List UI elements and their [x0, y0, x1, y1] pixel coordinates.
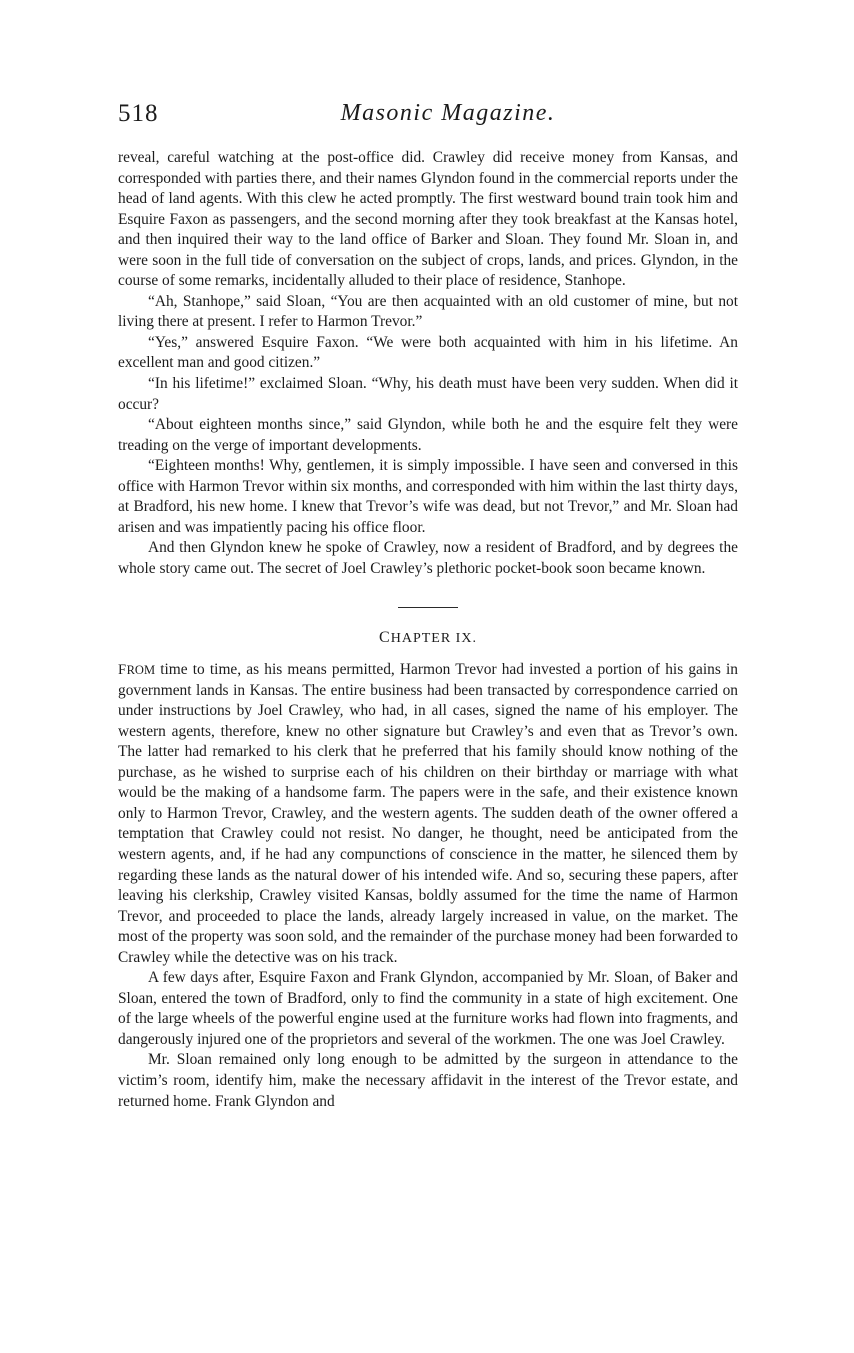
- chapter-heading: [118, 628, 738, 650]
- paragraph-glyndon-eighteen: “About eighteen months since,” said Glyndon, while both he and the esquire felt they were treading on the verge of important developments.: [118, 416, 738, 454]
- page-number: 518: [118, 100, 159, 127]
- page-header: [118, 100, 738, 136]
- paragraph-faxon-reply: “Yes,” answered Esquire Faxon. “We were both acquainted with him in his lifetime. An excellent man and good citizen.”: [118, 333, 738, 372]
- paragraph-bradford-arrival: A few days after, Esquire Faxon and Frank Glyndon, accompanied by Mr. Sloan, of Baker and Sloan, entered the town of Bradford, only to find the community in a state of high excitement. One of the large wheels of the powerful engine used at the furniture works had flown into fragments, and dangerously injured one of the proprietors and several of the workmen. The one was Joel Crawley.: [118, 969, 738, 1048]
- paragraph-sloan-remained: Mr. Sloan remained only long enough to be admitted by the surgeon in attendance to the victim’s room, identify him, make the necessary affidavit in the interest of the Trevor estate, and returned home. Frank Glyndon and: [118, 1051, 738, 1110]
- chapter-heading-initial: C: [379, 629, 391, 647]
- paragraph-story-came-out: And then Glyndon knew he spoke of Crawley, now a resident of Bradford, and by degrees the whole story came out. The secret of Joel Crawley’s plethoric pocket-book soon became known.: [118, 539, 738, 577]
- chapter-opening-paragraph: [118, 660, 738, 968]
- paragraph-continued: reveal, careful watching at the post-office did. Crawley did receive money from Kansas, and corresponded with parties there, and their names Glyndon found in the commercial reports under the head of land agents. With this clew he acted promptly. The first westward bound train took him and Esquire Faxon as passengers, and the second morning after they took breakfast at the Kansas hotel, and then inquired their way to the land office of Barker and Sloan. They found Mr. Sloan in, and were soon in the full tide of conversation on the subject of crops, lands, and prices. Glyndon, in the course of some remarks, incidentally alluded to their place of residence, Stanhope.: [118, 149, 738, 290]
- paragraph-sloan-stanhope: “Ah, Stanhope,” said Sloan, “You are then acquainted with an old customer of mine, but not living there at present. I refer to Harmon Trevor.”: [118, 292, 738, 331]
- chapter-heading-rest: HAPTER IX.: [390, 631, 477, 647]
- opening-word-initial: F: [118, 662, 127, 679]
- running-title: Masonic Magazine.: [340, 100, 556, 126]
- paragraph-sloan-impossible: “Eighteen months! Why, gentlemen, it is simply impossible. I have seen and conversed in this office with Harmon Trevor within six months, and corresponded with him within the last thirty days, at Bradford, his new home. I knew that Trevor’s wife was dead, but not Trevor,” and Mr. Sloan had arisen and was impatiently pacing his office floor.: [118, 457, 738, 536]
- section-divider: [398, 607, 458, 608]
- paragraph-sloan-lifetime: “In his lifetime!” exclaimed Sloan. “Why, his death must have been very sudden. When did it occur?: [118, 375, 738, 413]
- body-text: [118, 148, 738, 1112]
- opening-word-rest: ROM: [126, 663, 156, 678]
- opening-paragraph-text: time to time, as his means permitted, Harmon Trevor had invested a portion of his gains in government lands in Kansas. The entire business had been transacted by correspondence carried on under instructions by Joel Crawley, who had, in all cases, signed the name of his employer. The western agents, therefore, knew no other signature but Crawley’s and even that as Trevor’s own. The latter had remarked to his clerk that he preferred that his family should know nothing of the purchase, as he wished to surprise each of his children on their birthday or marriage with what would be the making of a handsome farm. The papers were in the safe, and their existence known only to Harmon Trevor, Crawley, and the western agents. The sudden death of the owner offered a temptation that Crawley could not resist. No danger, he thought, need be anticipated from the western agents, and, if he had any compunctions of conscience in the matter, he silenced them by regarding these lands as the natural dower of his intended wife. And so, securing these papers, after leaving his clerkship, Crawley visited Kansas, boldly assumed for the time the name of Harmon Trevor, and proceeded to place the lands, already largely increased in value, on the market. The most of the property was soon sold, and the remainder of the purchase money had been forwarded to Crawley while the detective was on his track.: [118, 661, 738, 966]
